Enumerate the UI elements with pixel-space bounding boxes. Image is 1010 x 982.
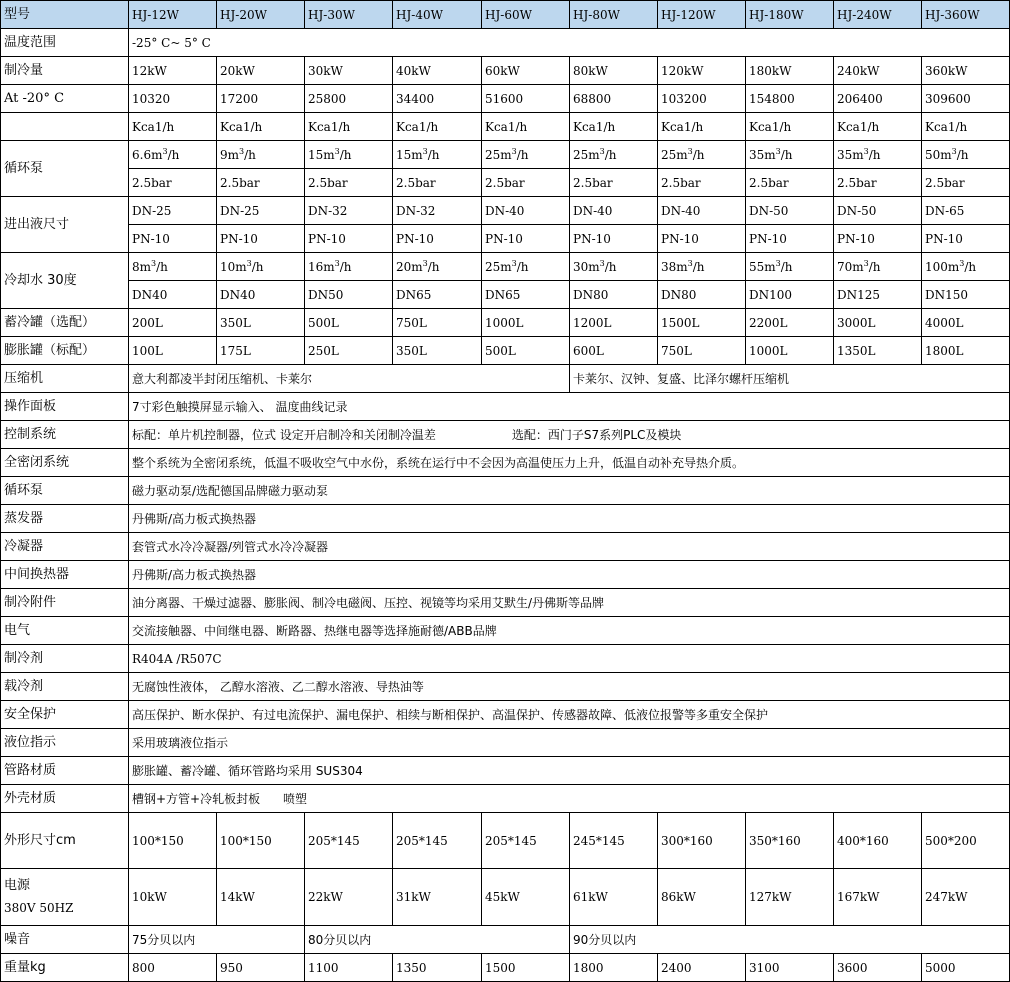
- water-dn-cell: DN65: [482, 281, 570, 309]
- pump-pressure-cell: 2.5bar: [305, 169, 393, 197]
- temp-range-value: -25° C~ 5° C: [129, 29, 1010, 57]
- kcal-cell: 103200: [658, 85, 746, 113]
- weight-cell: 2400: [658, 954, 746, 982]
- kcal-unit-row: [1, 113, 1010, 141]
- water-dn-cell: DN125: [834, 281, 922, 309]
- row-label: 压缩机: [1, 365, 129, 393]
- dimension-cell: 100*150: [217, 813, 305, 869]
- row-label: 液位指示: [1, 729, 129, 757]
- pump-pressure-cell: 2.5bar: [658, 169, 746, 197]
- water-dn-cell: DN40: [129, 281, 217, 309]
- row-label: 外壳材质: [1, 785, 129, 813]
- pipe-dn-cell: DN-50: [834, 197, 922, 225]
- model-cell: HJ-60W: [482, 1, 570, 29]
- cold-tank-row: [1, 309, 1010, 337]
- row-label: 控制系统: [1, 421, 129, 449]
- pump-flow-cell: $50m^3/h$: [922, 141, 1010, 169]
- power-cell: 167kW: [834, 869, 922, 926]
- dimension-cell: 205*145: [482, 813, 570, 869]
- kcal-cell: 309600: [922, 85, 1010, 113]
- pipe-pn-cell: PN-10: [570, 225, 658, 253]
- pump-flow-cell: $25m^3/h$: [482, 141, 570, 169]
- header-row: [1, 1, 1010, 29]
- level-row: [1, 729, 1010, 757]
- exp-tank-cell: 250L: [305, 337, 393, 365]
- cooling-kw-cell: 30kW: [305, 57, 393, 85]
- pipe-dn-cell: DN-40: [570, 197, 658, 225]
- cold-tank-cell: 4000L: [922, 309, 1010, 337]
- pump-flow-cell: $6.6m^3/h$: [129, 141, 217, 169]
- electrical-row: [1, 617, 1010, 645]
- cooling-kw-cell: 60kW: [482, 57, 570, 85]
- dimension-cell: 300*160: [658, 813, 746, 869]
- noise-b: 80分贝以内: [305, 926, 570, 954]
- refrigerant-row: [1, 645, 1010, 673]
- row-label: 操作面板: [1, 393, 129, 421]
- exp-tank-cell: 1000L: [746, 337, 834, 365]
- panel-value: 7寸彩色触摸屏显示输入、 温度曲线记录: [129, 393, 1010, 421]
- cooling-kw-cell: 12kW: [129, 57, 217, 85]
- pipe-pn-cell: PN-10: [482, 225, 570, 253]
- noise-c: 90分贝以内: [570, 926, 1010, 954]
- sealed-row: [1, 449, 1010, 477]
- pipe-pn-cell: PN-10: [393, 225, 482, 253]
- dimension-cell: 350*160: [746, 813, 834, 869]
- cold-tank-cell: 200L: [129, 309, 217, 337]
- dimension-cell: 100*150: [129, 813, 217, 869]
- weight-cell: 5000: [922, 954, 1010, 982]
- cold-tank-cell: 1500L: [658, 309, 746, 337]
- row-label: 循环泵: [1, 141, 129, 197]
- power-row: [1, 869, 1010, 926]
- cooling-kw-cell: 20kW: [217, 57, 305, 85]
- pump-pressure-cell: 2.5bar: [834, 169, 922, 197]
- pipe-dn-cell: DN-65: [922, 197, 1010, 225]
- power-sub-label: 380V 50HZ: [4, 901, 74, 915]
- dimension-cell: 500*200: [922, 813, 1010, 869]
- kcal-unit-cell: Kca1/h: [129, 113, 217, 141]
- row-label: 安全保护: [1, 701, 129, 729]
- kcal-cell: 68800: [570, 85, 658, 113]
- cold-tank-cell: 3000L: [834, 309, 922, 337]
- model-cell: HJ-40W: [393, 1, 482, 29]
- cold-tank-cell: 350L: [217, 309, 305, 337]
- row-label: At -20° C: [1, 85, 129, 113]
- cooling-kw-cell: 120kW: [658, 57, 746, 85]
- water-flow-cell: $55m^3/h$: [746, 253, 834, 281]
- piping-value: 膨胀罐、蓄冷罐、循环管路均采用 SUS304: [129, 757, 1010, 785]
- exp-tank-cell: 1350L: [834, 337, 922, 365]
- pipe-pn-cell: PN-10: [746, 225, 834, 253]
- pipe-dn-cell: DN-40: [658, 197, 746, 225]
- water-flow-cell: $100m^3/h$: [922, 253, 1010, 281]
- coolant-row: [1, 673, 1010, 701]
- control-row: [1, 421, 1010, 449]
- noise-a: 75分贝以内: [129, 926, 305, 954]
- accessories-row: [1, 589, 1010, 617]
- cooling-kw-cell: 240kW: [834, 57, 922, 85]
- water-dn-cell: DN50: [305, 281, 393, 309]
- pipe-dn-cell: DN-32: [393, 197, 482, 225]
- pump-pressure-cell: 2.5bar: [393, 169, 482, 197]
- water-flow-row: [1, 253, 1010, 281]
- water-flow-cell: $30m^3/h$: [570, 253, 658, 281]
- kcal-unit-cell: Kca1/h: [746, 113, 834, 141]
- row-label: 制冷附件: [1, 589, 129, 617]
- pipe-dn-cell: DN-25: [129, 197, 217, 225]
- model-cell: HJ-30W: [305, 1, 393, 29]
- cooling-kw-cell: 180kW: [746, 57, 834, 85]
- pump-flow-cell: $15m^3/h$: [305, 141, 393, 169]
- cooling-kw-row: [1, 57, 1010, 85]
- sealed-value: 整个系统为全密闭系统，低温不吸收空气中水份，系统在运行中不会因为高温使压力上升，低温自动补充导热介质。: [129, 449, 1010, 477]
- water-flow-cell: $38m^3/h$: [658, 253, 746, 281]
- kcal-unit-cell: Kca1/h: [482, 113, 570, 141]
- dimension-cell: 400*160: [834, 813, 922, 869]
- control-value: 标配：单片机控制器，位式 设定开启制冷和关闭制冷温差 选配：西门子S7系列PLC及模块: [129, 421, 1010, 449]
- pump-flow-row: [1, 141, 1010, 169]
- row-label: 中间换热器: [1, 561, 129, 589]
- row-label: 全密闭系统: [1, 449, 129, 477]
- power-cell: 127kW: [746, 869, 834, 926]
- weight-cell: 1100: [305, 954, 393, 982]
- pump-pressure-cell: 2.5bar: [482, 169, 570, 197]
- safety-value: 高压保护、断水保护、有过电流保护、漏电保护、相续与断相保护、高温保护、传感器故障、低液位报警等多重安全保护: [129, 701, 1010, 729]
- pump-pressure-row: [1, 169, 1010, 197]
- weight-cell: 1800: [570, 954, 658, 982]
- water-flow-cell: $16m^3/h$: [305, 253, 393, 281]
- exp-tank-cell: 750L: [658, 337, 746, 365]
- exp-tank-cell: 100L: [129, 337, 217, 365]
- kcal-cell: 206400: [834, 85, 922, 113]
- coolant-value: 无腐蚀性液体， 乙醇水溶液、乙二醇水溶液、导热油等: [129, 673, 1010, 701]
- exp-tank-cell: 500L: [482, 337, 570, 365]
- level-value: 采用玻璃液位指示: [129, 729, 1010, 757]
- model-cell: HJ-12W: [129, 1, 217, 29]
- pipe-pn-cell: PN-10: [129, 225, 217, 253]
- shell-row: [1, 785, 1010, 813]
- pump-flow-cell: $25m^3/h$: [570, 141, 658, 169]
- kcal-unit-cell: Kca1/h: [922, 113, 1010, 141]
- pump-pressure-cell: 2.5bar: [217, 169, 305, 197]
- pipe-pn-cell: PN-10: [922, 225, 1010, 253]
- water-dn-cell: DN100: [746, 281, 834, 309]
- shell-value: 槽钢+方管+冷轧板封板 喷塑: [129, 785, 1010, 813]
- cooling-kcal-row: [1, 85, 1010, 113]
- noise-row: [1, 926, 1010, 954]
- row-label: 温度范围: [1, 29, 129, 57]
- pump-flow-cell: $35m^3/h$: [746, 141, 834, 169]
- power-cell: 31kW: [393, 869, 482, 926]
- kcal-cell: 17200: [217, 85, 305, 113]
- pipe-pn-cell: PN-10: [658, 225, 746, 253]
- pump-flow-cell: $25m^3/h$: [658, 141, 746, 169]
- kcal-cell: 34400: [393, 85, 482, 113]
- intermediate-row: [1, 561, 1010, 589]
- electrical-value: 交流接触器、中间继电器、断路器、热继电器等选择施耐德/ABB品牌: [129, 617, 1010, 645]
- pump2-value: 磁力驱动泵/选配德国品牌磁力驱动泵: [129, 477, 1010, 505]
- water-flow-cell: $8m^3/h$: [129, 253, 217, 281]
- water-flow-cell: $25m^3/h$: [482, 253, 570, 281]
- pipe-pn-cell: PN-10: [217, 225, 305, 253]
- pipe-pn-cell: PN-10: [305, 225, 393, 253]
- panel-row: [1, 393, 1010, 421]
- exp-tank-row: [1, 337, 1010, 365]
- row-label: 进出液尺寸: [1, 197, 129, 253]
- row-label: 冷凝器: [1, 533, 129, 561]
- kcal-cell: 10320: [129, 85, 217, 113]
- row-label: 管路材质: [1, 757, 129, 785]
- water-dn-cell: DN80: [570, 281, 658, 309]
- exp-tank-cell: 175L: [217, 337, 305, 365]
- kcal-cell: 25800: [305, 85, 393, 113]
- refrigerant-value: R404A /R507C: [129, 645, 1010, 673]
- weight-cell: 950: [217, 954, 305, 982]
- row-label: 载冷剂: [1, 673, 129, 701]
- control-option: 选配：西门子S7系列PLC及模块: [511, 427, 682, 442]
- cooling-kw-cell: 80kW: [570, 57, 658, 85]
- weight-row: [1, 954, 1010, 982]
- pump2-row: [1, 477, 1010, 505]
- pipe-dn-row: [1, 197, 1010, 225]
- row-label: 蓄冷罐（选配）: [1, 309, 129, 337]
- row-label: 冷却水 30度: [1, 253, 129, 309]
- row-label: 外形尺寸cm: [1, 813, 129, 869]
- power-cell: 45kW: [482, 869, 570, 926]
- model-cell: HJ-80W: [570, 1, 658, 29]
- pipe-pn-row: [1, 225, 1010, 253]
- kcal-unit-cell: Kca1/h: [570, 113, 658, 141]
- cold-tank-cell: 1200L: [570, 309, 658, 337]
- cold-tank-cell: 2200L: [746, 309, 834, 337]
- power-cell: 22kW: [305, 869, 393, 926]
- water-dn-cell: DN80: [658, 281, 746, 309]
- kcal-cell: 154800: [746, 85, 834, 113]
- water-flow-cell: $70m^3/h$: [834, 253, 922, 281]
- row-label: 蒸发器: [1, 505, 129, 533]
- model-cell: HJ-240W: [834, 1, 922, 29]
- row-label: 噪音: [1, 926, 129, 954]
- accessories-value: 油分离器、干燥过滤器、膨胀阀、制冷电磁阀、压控、视镜等均采用艾默生/丹佛斯等品牌: [129, 589, 1010, 617]
- cooling-kw-cell: 360kW: [922, 57, 1010, 85]
- kcal-unit-cell: Kca1/h: [658, 113, 746, 141]
- cooling-kw-cell: 40kW: [393, 57, 482, 85]
- pump-flow-cell: $9m^3/h$: [217, 141, 305, 169]
- power-label: 电源: [4, 878, 31, 893]
- cold-tank-cell: 500L: [305, 309, 393, 337]
- water-dn-cell: DN40: [217, 281, 305, 309]
- water-dn-cell: DN65: [393, 281, 482, 309]
- dimension-cell: 245*145: [570, 813, 658, 869]
- kcal-unit-cell: Kca1/h: [834, 113, 922, 141]
- pipe-dn-cell: DN-25: [217, 197, 305, 225]
- compressor-large: 卡莱尔、汉钟、复盛、比泽尔螺杆压缩机: [570, 365, 1010, 393]
- kcal-unit-cell: Kca1/h: [305, 113, 393, 141]
- header-label: 型号: [1, 1, 129, 29]
- condenser-value: 套管式水冷冷凝器/列管式水冷冷凝器: [129, 533, 1010, 561]
- compressor-row: [1, 365, 1010, 393]
- cold-tank-cell: 1000L: [482, 309, 570, 337]
- weight-cell: 1500: [482, 954, 570, 982]
- row-label: [1, 869, 129, 926]
- weight-cell: 3600: [834, 954, 922, 982]
- row-label-empty: [1, 113, 129, 141]
- pipe-dn-cell: DN-40: [482, 197, 570, 225]
- model-cell: HJ-120W: [658, 1, 746, 29]
- exp-tank-cell: 600L: [570, 337, 658, 365]
- row-label: 制冷剂: [1, 645, 129, 673]
- row-label: 循环泵: [1, 477, 129, 505]
- water-dn-cell: DN150: [922, 281, 1010, 309]
- kcal-unit-cell: Kca1/h: [217, 113, 305, 141]
- pump-pressure-cell: 2.5bar: [570, 169, 658, 197]
- model-cell: HJ-180W: [746, 1, 834, 29]
- weight-cell: 3100: [746, 954, 834, 982]
- water-flow-cell: $20m^3/h$: [393, 253, 482, 281]
- dimension-cell: 205*145: [393, 813, 482, 869]
- piping-row: [1, 757, 1010, 785]
- power-cell: 61kW: [570, 869, 658, 926]
- weight-cell: 800: [129, 954, 217, 982]
- pump-pressure-cell: 2.5bar: [746, 169, 834, 197]
- condenser-row: [1, 533, 1010, 561]
- water-flow-cell: $10m^3/h$: [217, 253, 305, 281]
- pipe-pn-cell: PN-10: [834, 225, 922, 253]
- kcal-cell: 51600: [482, 85, 570, 113]
- power-cell: 247kW: [922, 869, 1010, 926]
- pump-flow-cell: $35m^3/h$: [834, 141, 922, 169]
- kcal-unit-cell: Kca1/h: [393, 113, 482, 141]
- compressor-small: 意大利都凌半封闭压缩机、卡莱尔: [129, 365, 570, 393]
- model-cell: HJ-360W: [922, 1, 1010, 29]
- dimension-cell: 205*145: [305, 813, 393, 869]
- exp-tank-cell: 1800L: [922, 337, 1010, 365]
- temp-range-row: [1, 29, 1010, 57]
- weight-cell: 1350: [393, 954, 482, 982]
- row-label: 膨胀罐（标配）: [1, 337, 129, 365]
- pump-flow-cell: $15m^3/h$: [393, 141, 482, 169]
- evaporator-value: 丹佛斯/高力板式换热器: [129, 505, 1010, 533]
- power-cell: 86kW: [658, 869, 746, 926]
- pipe-dn-cell: DN-50: [746, 197, 834, 225]
- dimensions-row: [1, 813, 1010, 869]
- pipe-dn-cell: DN-32: [305, 197, 393, 225]
- intermediate-value: 丹佛斯/高力板式换热器: [129, 561, 1010, 589]
- pump-pressure-cell: 2.5bar: [922, 169, 1010, 197]
- exp-tank-cell: 350L: [393, 337, 482, 365]
- row-label: 重量kg: [1, 954, 129, 982]
- pump-pressure-cell: 2.5bar: [129, 169, 217, 197]
- evaporator-row: [1, 505, 1010, 533]
- power-cell: 10kW: [129, 869, 217, 926]
- power-cell: 14kW: [217, 869, 305, 926]
- model-cell: HJ-20W: [217, 1, 305, 29]
- row-label: 电气: [1, 617, 129, 645]
- water-dn-row: [1, 281, 1010, 309]
- row-label: 制冷量: [1, 57, 129, 85]
- safety-row: [1, 701, 1010, 729]
- cold-tank-cell: 750L: [393, 309, 482, 337]
